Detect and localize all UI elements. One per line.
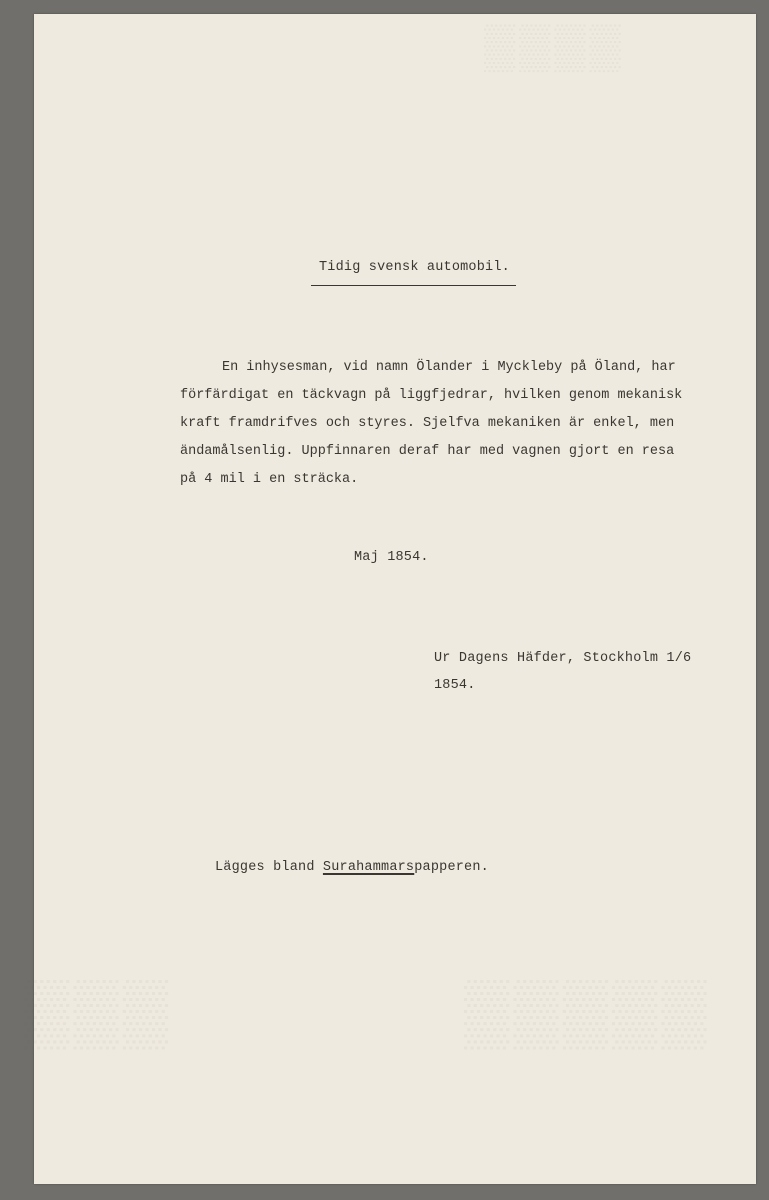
- body-line: En inhysesman, vid namn Ölander i Myckleby på Öland, har: [222, 360, 676, 375]
- body-line: på 4 mil i en sträcka.: [180, 472, 359, 487]
- document-title: Tidig svensk automobil.: [319, 260, 510, 275]
- bleed-through-mark: ▒▒▒▒▒: [464, 975, 711, 1047]
- document-page: [24, 14, 756, 1184]
- bleed-through-mark: ▒▒▒▒: [484, 22, 625, 71]
- document-date: Maj 1854.: [354, 550, 429, 565]
- filing-note-text: papperen.: [414, 860, 489, 875]
- body-line: kraft framdrifves och styres. Sjelfva mekaniken är enkel, men: [180, 416, 675, 431]
- source-line: 1854.: [434, 678, 476, 693]
- body-line: ändamålsenlig. Uppfinnaren deraf har med vagnen gjort en resa: [180, 444, 675, 459]
- body-line: förfärdigat en täckvagn på liggfjedrar, hvilken genom mekanisk: [180, 388, 683, 403]
- title-underline: [311, 285, 516, 286]
- filing-note-archive-name: Surahammars: [322, 860, 415, 875]
- filing-note: [215, 860, 489, 875]
- bleed-through-mark: ▒▒▒: [24, 975, 173, 1047]
- source-line: Ur Dagens Häfder, Stockholm 1/6: [434, 651, 692, 666]
- filing-note-text: Lägges bland: [215, 860, 323, 875]
